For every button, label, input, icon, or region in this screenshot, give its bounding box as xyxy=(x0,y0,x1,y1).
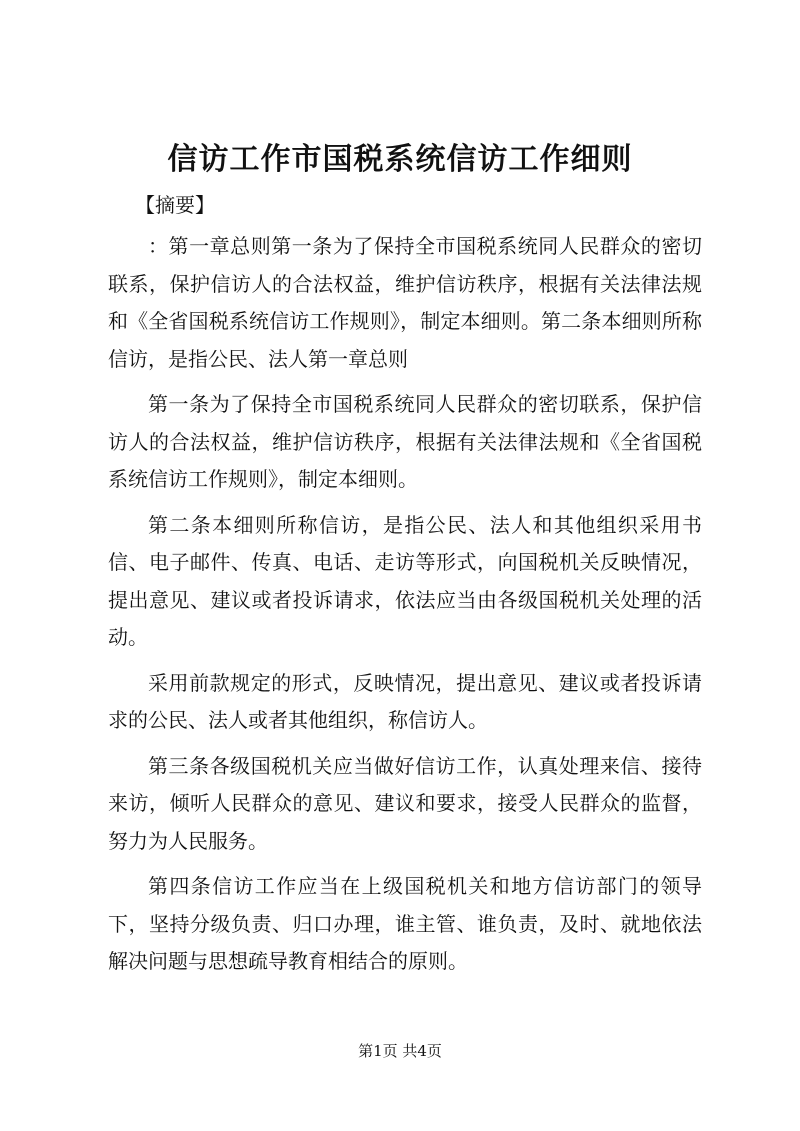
paragraph: ：第一章总则第一条为了保持全市国税系统同人民群众的密切联系，保护信访人的合法权益，维护信访秩序，根据有关法律法规和《全省国税系统信访工作规则》，制定本细则。第二条本细则所称信访，是指公民、法人第一章总则 xyxy=(108,234,702,371)
paragraph: 第一条为了保持全市国税系统同人民群众的密切联系，保护信访人的合法权益，维护信访秩序，根据有关法律法规和《全省国税系统信访工作规则》，制定本细则。 xyxy=(108,392,702,491)
paragraph: 采用前款规定的形式，反映情况，提出意见、建议或者投诉请求的公民、法人或者其他组织，称信访人。 xyxy=(108,670,702,732)
paragraph: 第三条各级国税机关应当做好信访工作，认真处理来信、接待来访，倾听人民群众的意见、建议和要求，接受人民群众的监督，努力为人民服务。 xyxy=(108,753,702,853)
document-body xyxy=(108,228,702,989)
document-title: 信访工作市国税系统信访工作细则 xyxy=(167,142,633,177)
abstract-label: 【摘要】 xyxy=(135,193,215,217)
paragraph: 第四条信访工作应当在上级国税机关和地方信访部门的领导下，坚持分级负责、归口办理，谁主管、谁负责，及时、就地依法解决问题与思想疏导教育相结合的原则。 xyxy=(108,874,702,973)
page-footer: 第1页 共4页 xyxy=(358,1042,442,1060)
paragraph: 第二条本细则所称信访，是指公民、法人和其他组织采用书信、电子邮件、传真、电话、走访等形式，向国税机关反映情况，提出意见、建议或者投诉请求，依法应当由各级国税机关处理的活动。 xyxy=(108,512,702,649)
